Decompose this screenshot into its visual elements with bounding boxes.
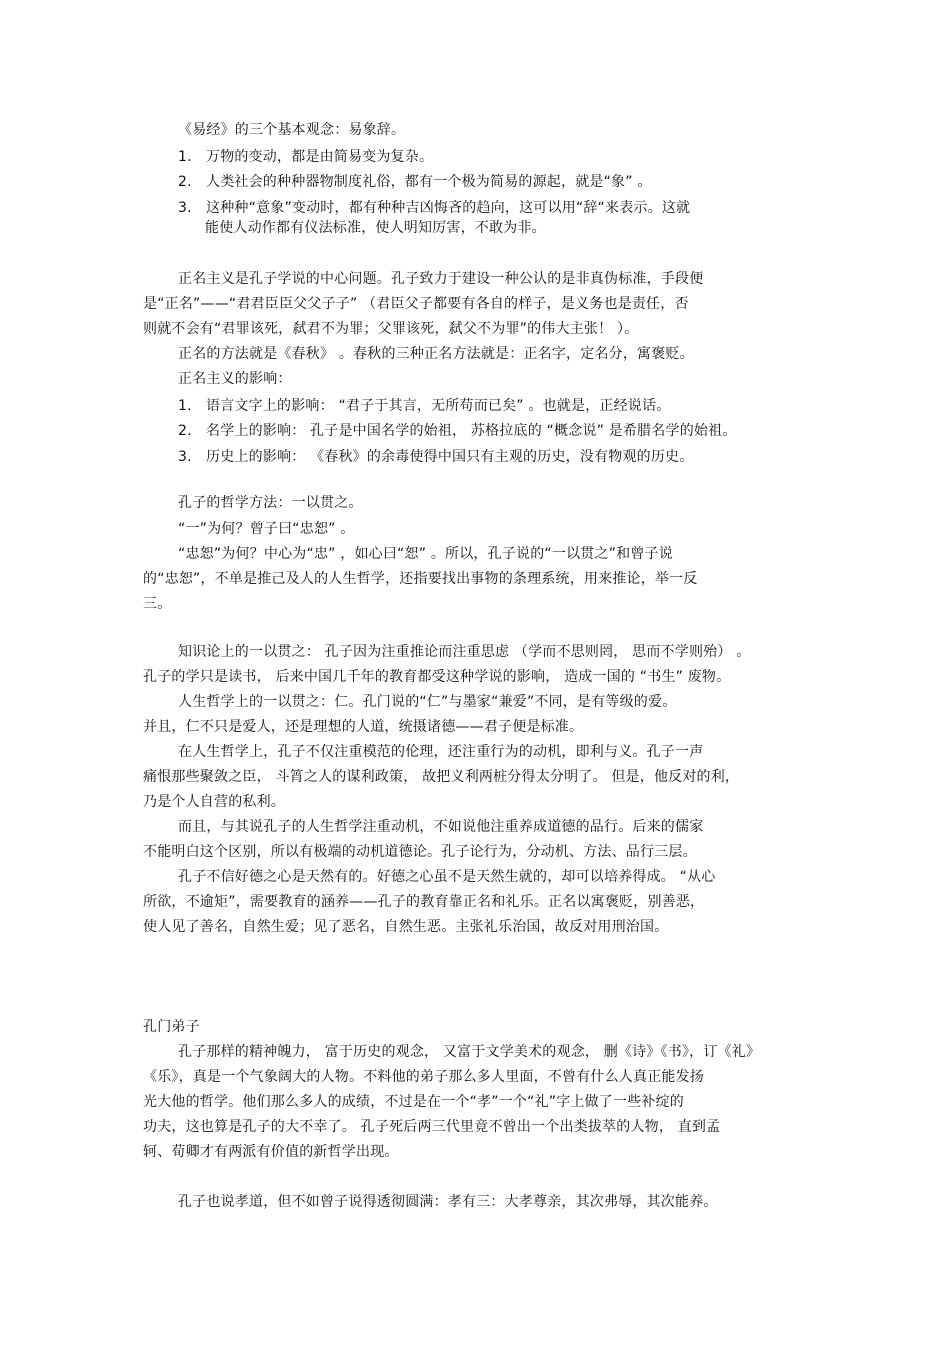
paragraph-line: 痛恨那些聚敛之臣， 斗筲之人的谋利政策， 故把义利两桩分得太分明了。 但是，他反对的利， [143,769,740,785]
paragraph-line: 正名主义的影响： [178,371,292,387]
paragraph-line: 在人生哲学上，孔子不仅注重模范的伦理，还注重行为的动机，即利与义。孔子一声 [178,744,704,760]
paragraph-line: 并且，仁不只是爱人，还是理想的人道，统摄诸德——君子便是标准。 [143,719,584,735]
list-item [178,446,848,468]
paragraph-line: 人生哲学上的一以贯之：仁。孔门说的“仁”与墨家“兼爱”不同，是有等级的爱。 [178,694,677,710]
list-text: 万物的变动，都是由简易变为复杂。 [206,149,434,165]
paragraph-line: 不能明白这个区别，所以有极端的动机道德论。孔子论行为，分动机、方法、品行三层。 [143,844,697,860]
list-number: 3. [178,200,192,216]
paragraph-line: 孔子的学只是读书， 后来中国几千年的教育都受这种学说的影响， 造成一国的 “书生” 废物。 [143,669,731,685]
paragraph-line: 轲、荀卿才有两派有价值的新哲学出现。 [143,1144,399,1160]
paragraph-line: “忠恕”为何？中心为“忠” ，如心曰“恕” 。所以，孔子说的“一以贯之”和曾子说 [178,546,673,562]
section-heading: 孔门弟子 [143,1019,200,1035]
list-text: 语言文字上的影响： “君子于其言，无所苟而已矣” 。也就是，正经说话。 [206,398,671,414]
paragraph-line: 是“正名”——“君君臣臣父父子子” （君臣父子都要有各自的样子，是义务也是责任，否 [143,296,689,312]
list-text: 历史上的影响： 《春秋》的余毒使得中国只有主观的历史，没有物观的历史。 [206,449,694,465]
list-item [178,420,848,442]
list-number: 1. [178,149,192,165]
list-item-continuation: 能使人动作都有仪法标准，使人明知厉害，不敢为非。 [205,220,546,236]
list-number: 1. [178,398,192,414]
paragraph-line: 功夫，这也算是孔子的大不幸了。 孔子死后两三代里竟不曾出一个出类拔萃的人物， 直到孟 [143,1119,721,1135]
section-heading: 《易经》的三个基本观念：易象辞。 [178,122,406,138]
paragraph-line: 孔子那样的精神魄力， 富于历史的观念， 又富于文学美术的观念， 删《诗》《书》，订《礼》 [178,1044,761,1060]
list-item [178,171,848,193]
list-text: 人类社会的种种器物制度礼俗，都有一个极为简易的源起，就是“象” 。 [206,174,652,190]
list-item [178,197,848,219]
list-number: 2. [178,174,192,190]
list-text: 名学上的影响： 孔子是中国名学的始祖， 苏格拉底的 “概念说” 是希腊名学的始祖。 [206,423,737,439]
paragraph-line: 《乐》，真是一个气象阔大的人物。不料他的弟子那么多人里面，不曾有什么人真正能发扬 [143,1069,704,1085]
list-number: 2. [178,423,192,439]
paragraph-line: 孔子的哲学方法：一以贯之。 [178,495,363,511]
paragraph-line: 正名主义是孔子学说的中心问题。孔子致力于建设一种公认的是非真伪标准，手段便 [178,271,704,287]
paragraph-line: 知识论上的一以贯之： 孔子因为注重推论而注重思虑 （学而不思则罔， 思而不学则殆） 。 [178,644,751,660]
paragraph-line: 正名的方法就是《春秋》 。春秋的三种正名方法就是：正名字，定名分，寓褒贬。 [178,346,694,362]
paragraph-line: 光大他的哲学。他们那么多人的成绩，不过是在一个“孝”一个“礼”字上做了一些补绽的 [143,1094,685,1110]
list-item [178,395,848,417]
paragraph-line: 孔子不信好德之心是天然有的。好德之心虽不是天然生就的，却可以培养得成。 “从心 [178,869,716,885]
list-text: 这种种“意象”变动时，都有种种吉凶悔吝的趋向，这可以用“辞“来表示。这就 [206,200,691,216]
paragraph-line: “一”为何？曾子曰“忠恕” 。 [178,521,355,537]
paragraph-line: 孔子也说孝道，但不如曾子说得透彻圆满：孝有三：大孝尊亲，其次弗辱，其次能养。 [178,1194,718,1210]
list-item [178,146,848,168]
paragraph-line: 三。 [143,596,172,612]
paragraph-line: 而且，与其说孔子的人生哲学注重动机，不如说他注重养成道德的品行。后来的儒家 [178,819,704,835]
paragraph-line: 则就不会有“君罪该死，弑君不为罪；父罪该死，弑父不为罪”的伟大主张！ ）。 [143,321,639,337]
paragraph-line: 所欲，不逾矩”，需要教育的涵养——孔子的教育靠正名和礼乐。正名以寓褒贬，别善恶， [143,894,705,910]
paragraph-line: 使人见了善名，自然生爱；见了恶名，自然生恶。主张礼乐治国，故反对用刑治国。 [143,919,669,935]
paragraph-line: 的“忠恕”，不单是推己及人的人生哲学，还指要找出事物的条理系统，用来推论，举一反 [143,571,698,587]
paragraph-line: 乃是个人自营的私利。 [143,794,285,810]
list-number: 3. [178,449,192,465]
